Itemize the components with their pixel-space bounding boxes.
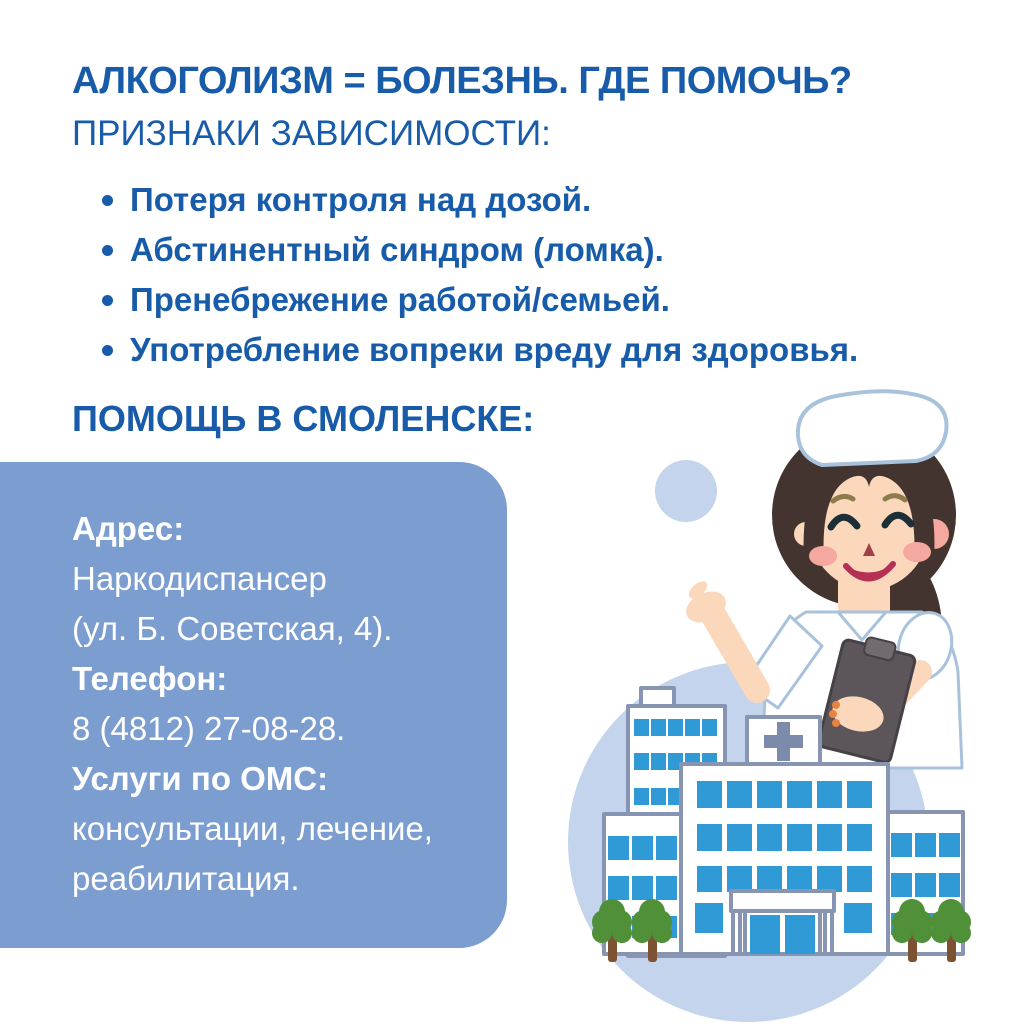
entrance-pillar (825, 911, 832, 954)
phone-label: Телефон: (72, 660, 228, 697)
symptom-item: Употребление вопреки вреду для здоровья. (72, 325, 858, 375)
phone-number: 8 (4812) 27-08-28. (72, 710, 346, 747)
address-line: (ул. Б. Советская, 4). (72, 610, 393, 647)
address-line: Наркодиспансер (72, 560, 327, 597)
nurse-cheek (809, 546, 837, 566)
poster-title: АЛКОГОЛИЗМ = БОЛЕЗНЬ. ГДЕ ПОМОЧЬ? (72, 60, 852, 102)
fingernail (832, 719, 840, 727)
services-line: консультации, лечение, (72, 810, 433, 847)
nurse-cap (798, 391, 947, 465)
nurse-cheek (903, 542, 931, 562)
help-heading: ПОМОЩЬ В СМОЛЕНСКЕ: (72, 398, 535, 439)
address-label: Адрес: (72, 510, 185, 547)
fingernail (829, 710, 837, 718)
services-label: Услуги по ОМС: (72, 760, 329, 797)
small-circle-accent (655, 460, 717, 522)
hospital-entrance (731, 891, 834, 954)
entrance-canopy (731, 891, 834, 911)
fingernail (832, 701, 840, 709)
symptom-item: Потеря контроля над дозой. (72, 175, 858, 225)
symptom-item: Абстинентный синдром (ломка). (72, 225, 858, 275)
entrance-door (750, 915, 780, 954)
symptom-item: Пренебрежение работой/семьей. (72, 275, 858, 325)
entrance-door (785, 915, 815, 954)
entrance-pillar (733, 911, 740, 954)
symptoms-heading: ПРИЗНАКИ ЗАВИСИМОСТИ: (72, 114, 551, 153)
services-line: реабилитация. (72, 860, 300, 897)
